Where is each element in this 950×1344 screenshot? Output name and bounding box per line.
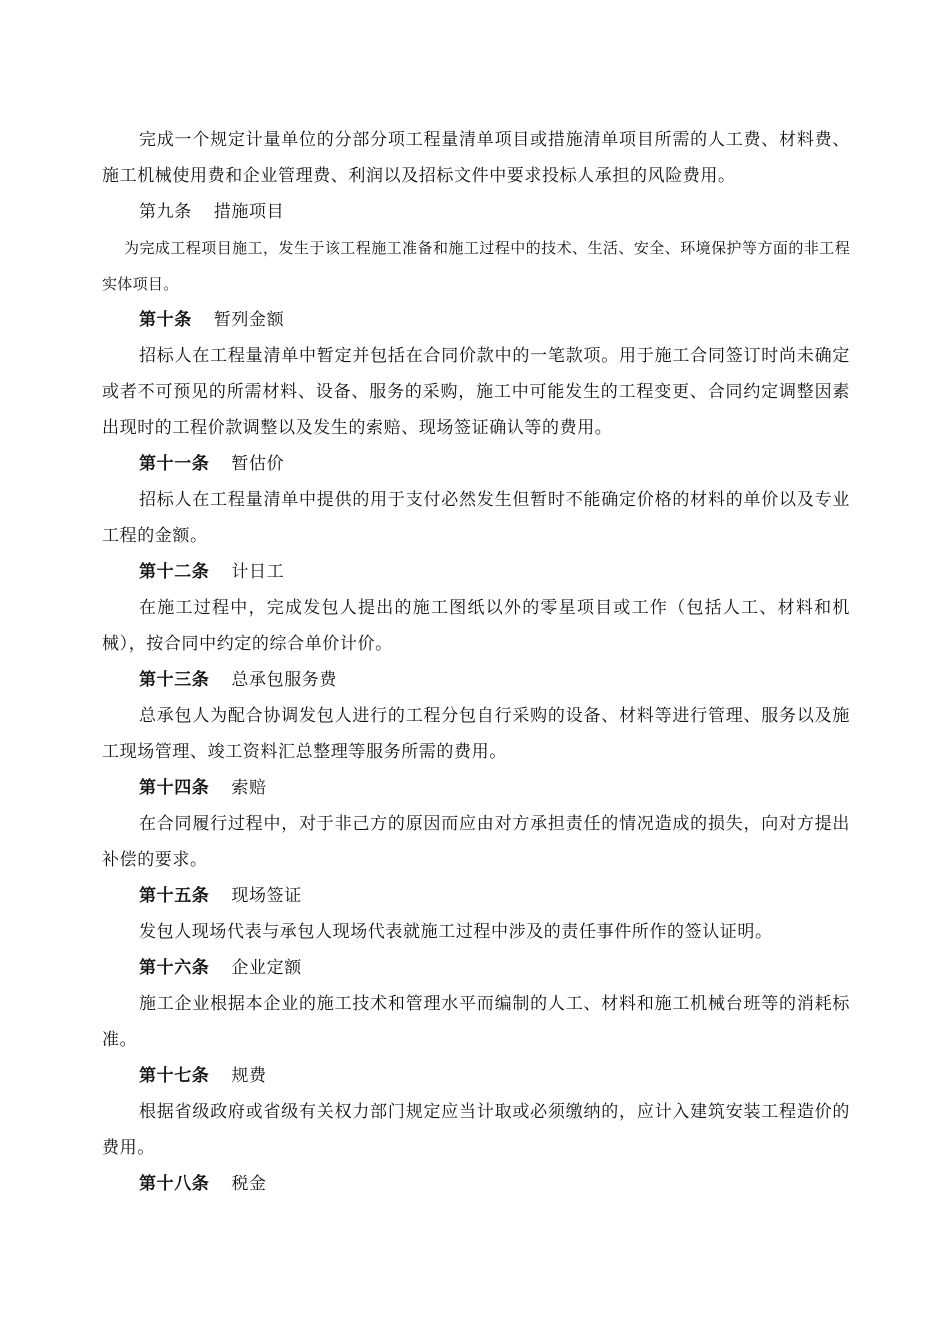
article-9-heading (102, 194, 850, 230)
article-title: 措施项目 (213, 202, 285, 222)
article-title: 计日工 (231, 562, 285, 582)
article-15-heading (102, 878, 850, 914)
article-number: 第九条 (139, 202, 192, 222)
article-title: 现场签证 (231, 886, 302, 906)
article-number: 第十四条 (139, 778, 210, 798)
article-16-body: 施工企业根据本企业的施工技术和管理水平而编制的人工、材料和施工机械台班等的消耗标准。 (102, 994, 850, 1050)
article-number: 第十六条 (139, 958, 210, 978)
article-11-body: 招标人在工程量清单中提供的用于支付必然发生但暂时不能确定价格的材料的单价以及专业工程的金额。 (102, 490, 850, 546)
article-16-heading (102, 950, 850, 986)
article-10-body: 招标人在工程量清单中暂定并包括在合同价款中的一笔款项。用于施工合同签订时尚未确定或者不可预见的所需材料、设备、服务的采购，施工中可能发生的工程变更、合同约定调整因素出现时的工程价款调整以及发生的索赔、现场签证确认等的费用。 (102, 346, 850, 438)
article-title: 企业定额 (231, 958, 302, 978)
article-9-body: 为完成工程项目施工，发生于该工程施工准备和施工过程中的技术、生活、安全、环境保护等方面的非工程实体项目。 (102, 239, 850, 293)
article-13-body: 总承包人为配合协调发包人进行的工程分包自行采购的设备、材料等进行管理、服务以及施工现场管理、竣工资料汇总整理等服务所需的费用。 (102, 706, 850, 762)
article-12-heading (102, 554, 850, 590)
article-14-heading (102, 770, 850, 806)
document-page (102, 122, 850, 1202)
article-number: 第十八条 (139, 1174, 210, 1194)
article-12-body: 在施工过程中，完成发包人提出的施工图纸以外的零星项目或工作（包括人工、材料和机械），按合同中约定的综合单价计价。 (102, 598, 850, 654)
article-10-heading (102, 302, 850, 338)
article-number: 第十五条 (139, 886, 210, 906)
article-13-heading (102, 662, 850, 698)
article-title: 税金 (231, 1174, 267, 1194)
article-title: 暂列金额 (213, 310, 285, 330)
article-14-body: 在合同履行过程中，对于非己方的原因而应由对方承担责任的情况造成的损失，向对方提出补偿的要求。 (102, 814, 850, 870)
article-title: 规费 (231, 1066, 267, 1086)
article-title: 总承包服务费 (231, 670, 338, 690)
article-18-heading (102, 1166, 850, 1202)
article-number: 第十三条 (139, 670, 210, 690)
article-number: 第十条 (139, 310, 192, 330)
article-number: 第十一条 (139, 454, 210, 474)
intro-paragraph: 完成一个规定计量单位的分部分项工程量清单项目或措施清单项目所需的人工费、材料费、施工机械使用费和企业管理费、利润以及招标文件中要求投标人承担的风险费用。 (102, 130, 850, 186)
article-number: 第十二条 (139, 562, 210, 582)
article-11-heading (102, 446, 850, 482)
article-15-body: 发包人现场代表与承包人现场代表就施工过程中涉及的责任事件所作的签认证明。 (139, 922, 773, 942)
article-number: 第十七条 (139, 1066, 210, 1086)
article-title: 索赔 (231, 778, 267, 798)
article-17-heading (102, 1058, 850, 1094)
article-title: 暂估价 (231, 454, 285, 474)
article-17-body: 根据省级政府或省级有关权力部门规定应当计取或必须缴纳的，应计入建筑安装工程造价的费用。 (102, 1102, 850, 1158)
